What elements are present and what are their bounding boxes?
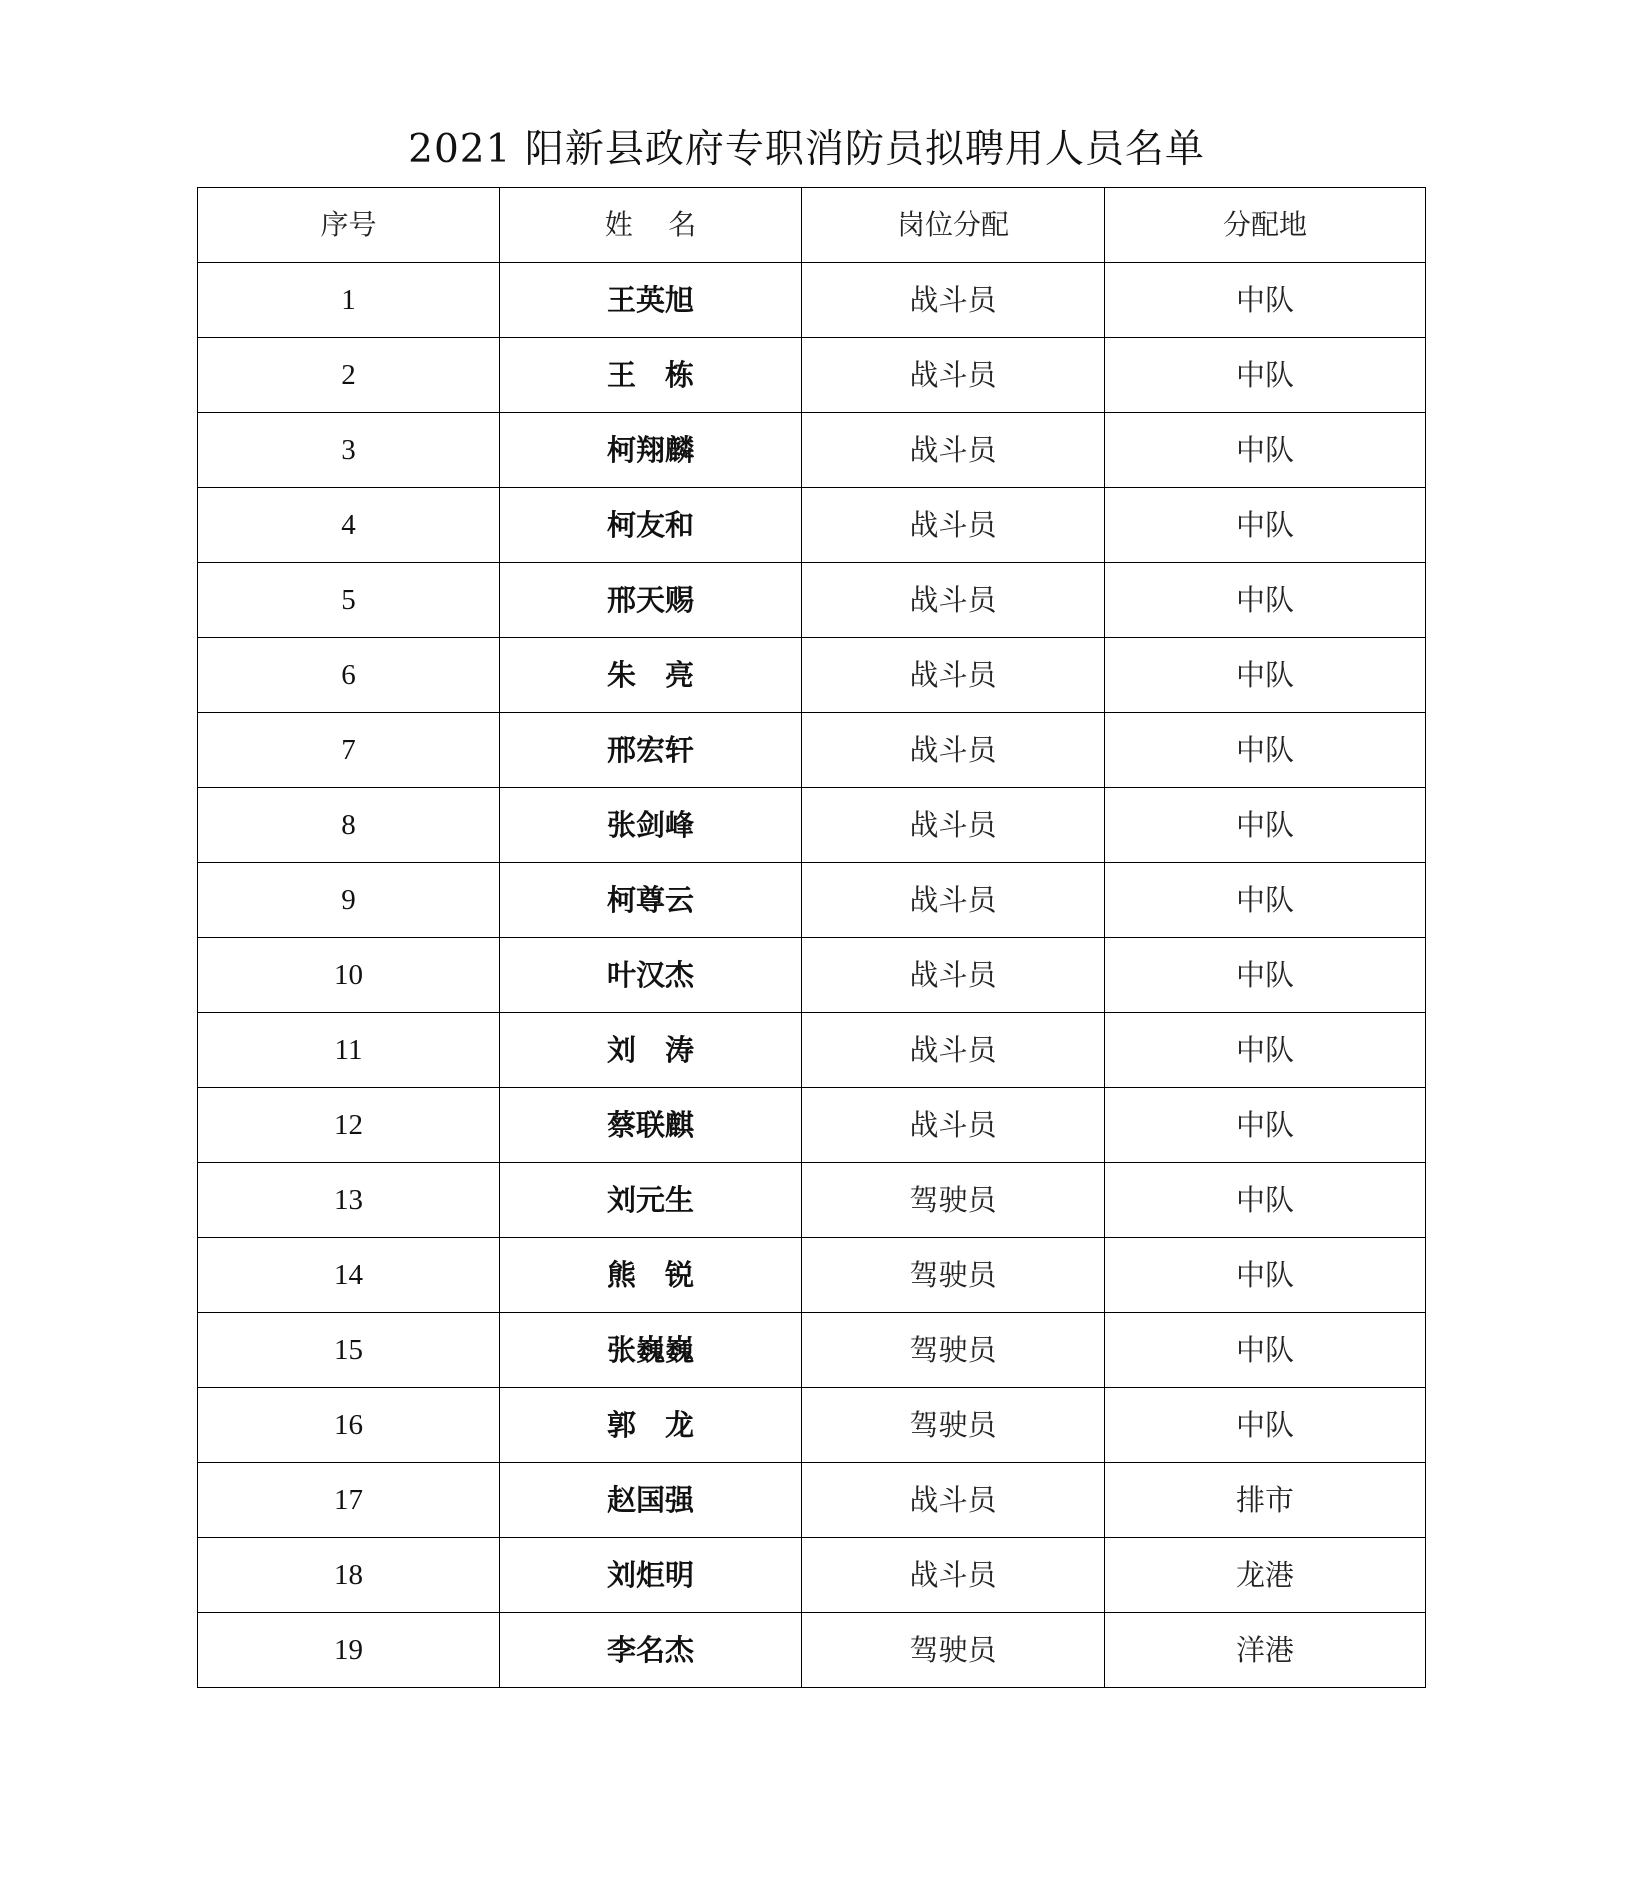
cell-location: 中队 [1105,413,1426,488]
cell-serial-number: 18 [198,1538,500,1613]
cell-location: 中队 [1105,788,1426,863]
cell-post: 战斗员 [802,863,1105,938]
cell-name: 柯友和 [500,488,802,563]
table-row [198,1238,1426,1313]
cell-name: 郭 龙 [500,1388,802,1463]
table-row [198,1613,1426,1688]
cell-location: 龙港 [1105,1538,1426,1613]
cell-serial-number: 17 [198,1463,500,1538]
cell-location: 中队 [1105,938,1426,1013]
cell-post: 战斗员 [802,263,1105,338]
table-row [198,1163,1426,1238]
cell-location: 中队 [1105,338,1426,413]
cell-serial-number: 5 [198,563,500,638]
cell-serial-number: 9 [198,863,500,938]
table-row [198,1088,1426,1163]
cell-post: 战斗员 [802,938,1105,1013]
cell-serial-number: 11 [198,1013,500,1088]
cell-post: 驾驶员 [802,1613,1105,1688]
cell-name: 朱 亮 [500,638,802,713]
table-row [198,1538,1426,1613]
table-row [198,938,1426,1013]
cell-name: 蔡联麒 [500,1088,802,1163]
cell-location: 中队 [1105,263,1426,338]
cell-name: 柯尊云 [500,863,802,938]
cell-location: 中队 [1105,488,1426,563]
roster-body [198,263,1426,1688]
cell-location: 中队 [1105,1388,1426,1463]
table-header-row [198,188,1426,263]
cell-name: 柯翔麟 [500,413,802,488]
cell-post: 战斗员 [802,413,1105,488]
cell-post: 战斗员 [802,488,1105,563]
cell-serial-number: 7 [198,713,500,788]
cell-name: 张巍巍 [500,1313,802,1388]
header-name: 姓 名 [500,188,802,263]
cell-location: 中队 [1105,1238,1426,1313]
cell-post: 战斗员 [802,1538,1105,1613]
cell-serial-number: 6 [198,638,500,713]
table-row [198,638,1426,713]
cell-post: 驾驶员 [802,1388,1105,1463]
cell-serial-number: 13 [198,1163,500,1238]
cell-name: 王 栋 [500,338,802,413]
cell-serial-number: 14 [198,1238,500,1313]
cell-name: 张剑峰 [500,788,802,863]
cell-serial-number: 10 [198,938,500,1013]
cell-name: 刘元生 [500,1163,802,1238]
cell-serial-number: 12 [198,1088,500,1163]
cell-post: 战斗员 [802,713,1105,788]
table-row [198,488,1426,563]
cell-name: 王英旭 [500,263,802,338]
cell-name: 邢宏轩 [500,713,802,788]
cell-name: 熊 锐 [500,1238,802,1313]
cell-location: 中队 [1105,1013,1426,1088]
cell-serial-number: 15 [198,1313,500,1388]
table-row [198,338,1426,413]
roster-table [197,187,1426,1688]
table-row [198,563,1426,638]
cell-location: 中队 [1105,638,1426,713]
header-serial-number: 序号 [198,188,500,263]
cell-location: 中队 [1105,563,1426,638]
cell-serial-number: 8 [198,788,500,863]
table-row [198,788,1426,863]
table-row [198,1313,1426,1388]
cell-serial-number: 1 [198,263,500,338]
cell-post: 战斗员 [802,788,1105,863]
table-row [198,863,1426,938]
cell-name: 叶汉杰 [500,938,802,1013]
table-row [198,263,1426,338]
header-assigned-location: 分配地 [1105,188,1426,263]
cell-name: 刘炬明 [500,1538,802,1613]
cell-post: 战斗员 [802,338,1105,413]
cell-serial-number: 2 [198,338,500,413]
cell-name: 刘 涛 [500,1013,802,1088]
cell-post: 战斗员 [802,1013,1105,1088]
header-post-assignment: 岗位分配 [802,188,1105,263]
cell-location: 中队 [1105,1088,1426,1163]
cell-post: 驾驶员 [802,1238,1105,1313]
cell-serial-number: 4 [198,488,500,563]
table-row [198,1388,1426,1463]
cell-post: 战斗员 [802,1088,1105,1163]
cell-name: 赵国强 [500,1463,802,1538]
cell-location: 中队 [1105,1163,1426,1238]
table-row [198,713,1426,788]
cell-post: 战斗员 [802,1463,1105,1538]
cell-post: 战斗员 [802,563,1105,638]
cell-location: 洋港 [1105,1613,1426,1688]
cell-serial-number: 16 [198,1388,500,1463]
cell-name: 邢天赐 [500,563,802,638]
table-row [198,1463,1426,1538]
cell-location: 中队 [1105,1313,1426,1388]
cell-serial-number: 19 [198,1613,500,1688]
cell-serial-number: 3 [198,413,500,488]
cell-location: 排市 [1105,1463,1426,1538]
cell-post: 驾驶员 [802,1163,1105,1238]
cell-post: 战斗员 [802,638,1105,713]
cell-location: 中队 [1105,863,1426,938]
cell-post: 驾驶员 [802,1313,1105,1388]
cell-location: 中队 [1105,713,1426,788]
table-row [198,1013,1426,1088]
table-row [198,413,1426,488]
cell-name: 李名杰 [500,1613,802,1688]
document-title: 2021 阳新县政府专职消防员拟聘用人员名单 [408,127,1205,172]
